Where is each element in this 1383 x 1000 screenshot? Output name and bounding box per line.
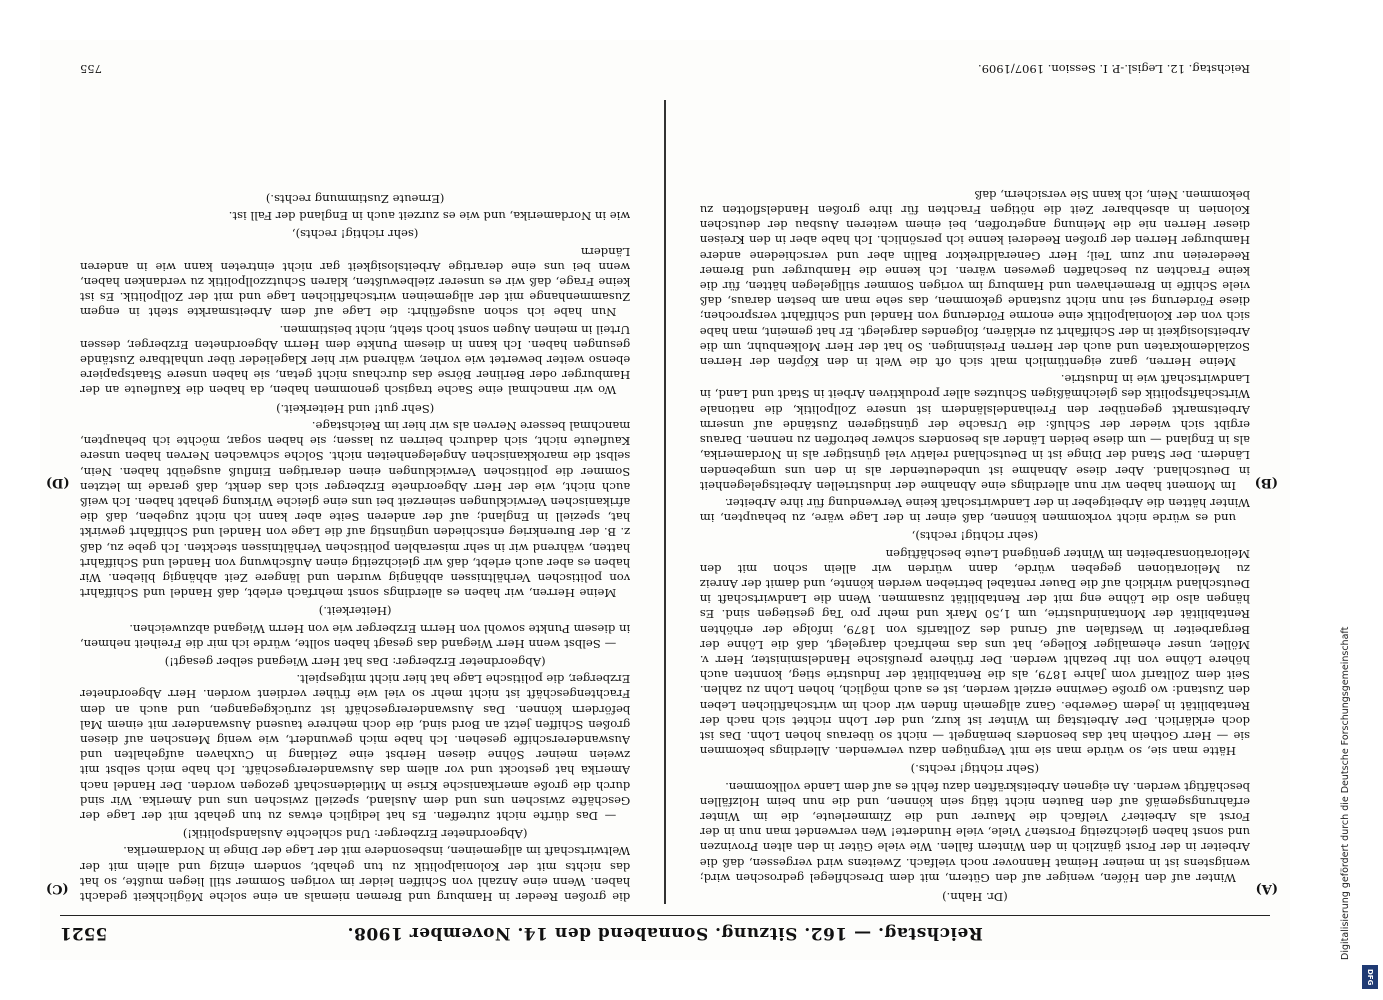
interjection: (Erneute Zustimmung rechts.) <box>265 192 445 207</box>
speaker-name: (Dr. Hahn.) <box>942 890 1008 904</box>
paragraph: und es würde nicht vorkommen können, daß einer in der Lage wäre, zu behaupten, im Winter hätten die Arbeitgeber in der Landwirtschaft keine Verwendung für ihre Arbeiter. <box>699 495 1250 526</box>
header-title: Reichstag. — 162. Sitzung. Sonnabend den 14. November 1908. <box>347 923 983 943</box>
page-footer <box>80 58 1250 80</box>
right-column <box>80 100 630 904</box>
paragraph: — Das dürfte nicht zutreffen. Es hat lediglich etwas zu tun gehabt mit der Lage der Geschäfte zwischen uns und dem Ausland, speziell zwischen uns und Amerika. Wir sind durch die große amerikanische Krise in Mitleidenschaft gezogen worden. Der Handel nach Amerika hat gestockt und vor allem das Auswanderergeschäft. Ich habe mich selbst mit zweien meiner Söhne diesen Herbst eine Zeitlang in Cuxhaven aufgehalten und Auswandererschiffe gesehen. Ich habe mich gewundert, wie wenig Menschen auf diesen großen Schiffen jetzt an Bord sind, die doch mehrere tausend Auswanderer mit einem Mal befördern können. Das Auswanderergeschäft ist zurückgegangen, und auch an dem Frachtengeschäft ist nicht mehr so viel wie früher verdient worden. Herr Abgeordneter Erzberger, die politische Lage hat hier nicht mitgespielt. <box>80 672 631 823</box>
paragraph: Wo wir manchmal eine Sache tragisch genommen haben, da haben die Kaufleute an der Hamburger oder Berliner Börse das durchaus nicht getan, sie haben unsere Staatspapiere ebenso weiter bewertet wie vorher, während wir hier Klagelieder über unhaltbare Zustände gesungen haben. Ich kann in diesem Punkte dem Herrn Abgeordneten Erzberger, dessen Urteil in meinen Augen sonst hoch steht, nicht beistimmen. <box>80 322 631 398</box>
paragraph: die großen Reeder in Hamburg und Bremen niemals an eine solche Möglichkeit gedacht haben. Wenn eine Anzahl von Schiffen leider im vorigen Sommer still liegen mußte, so hat das nichts mit der Kolonialpolitik zu tun gehabt, sondern einzig und allein mit der Weltwirtschaft im allgemeinen, insbesondere mit der Lage der Dinge in Nordamerika. <box>80 844 631 904</box>
paragraph: Hätte man sie, so würde man sie mit Vergnügen dazu verwenden. Allerdings bekommen sie — Herr Gothein hat das besonders bemängelt — nicht so überaus hohen Lohn. Das ist doch erklärlich. Der Arbeitstag im Winter ist kurz, und der Lohn richtet sich nach der Rentabilität in jedem Gewerbe. Ganz allgemein finden wir doch im wirtschaftlichen Leben den Zustand: wo große Gewinne erzielt werden, ist es auch möglich, hohen Lohn zu zahlen. Seit dem Zolltarif vom Jahre 1879, als die Rentabilität der Industrie stieg, konnten auch höhere Löhne von ihr bezahlt werden. Der frühere preußische Handelsminister, Herr v. Möller, unser ehemaliger Kollege, hat uns das mehrfach dargelegt, daß die Löhne der Bergarbeiter in Westfalen auf Grund des Zolltarifs von 1879, infolge der erhöhten Rentabilität der Montanindustrie, um 1,50 Mark und mehr pro Tag gestiegen sind. Es hängen also die Löhne eng mit der Rentabilität zusammen. Wenn die Landwirtschaft in Deutschland wirklich auf die Dauer rentabel betrieben werden könnte, und damit der Anreiz zu Meliorationen gegeben würde, dann würden wir allein schon mit den Meliorationsarbeiten im Winter genügend Leute beschäftigen <box>699 546 1250 759</box>
paragraph: Im Moment haben wir nun allerdings eine Abnahme der industriellen Arbeitsgelegenheit in Deutschland. Aber diese Abnahme ist unbedeutender als in den uns umgebenden Ländern. Der Stand der Dinge ist in Deutschland relativ viel günstiger als in Nordamerika, als in England — um diese beiden Länder als besonders schwer betroffen zu nennen. Daraus ergibt sich wieder der Schluß: die Ursache der günstigeren Zustände auf unserm Arbeitsmarkt gegenüber den Freihandelsländern ist unsere Zollpolitik, die nationale Wirtschaftspolitik des gleichmäßigen Schutzes aller produktiven Arbeit in Stadt und Land, in Landwirtschaft wie in Industrie. <box>699 372 1250 493</box>
margin-letter-c: (C) <box>46 881 69 896</box>
interjection: (Heiterkeit.) <box>318 604 392 619</box>
footer-session: Reichstag. 12. Legisl.-P. I. Session. 1907/1909. <box>977 62 1250 76</box>
text-columns <box>80 100 1250 904</box>
column-divider <box>664 100 666 904</box>
page-header <box>60 915 1270 950</box>
paragraph: Meine Herren, wir haben es allerdings sonst mehrfach erlebt, daß Handel und Schiffahrt von politischen Verhältnissen abhängig wurden und längere Zeit abhängig blieben. Wir haben es aber auch erlebt, daß wir gleichzeitig einen Aufschwung von Handel und Schiffahrt hatten, während wir in sehr miserablen politischen Verhältnissen steckten. Ich gebe zu, daß z. B. der Burenkrieg entschieden ungünstig auf die Lage von Handel und Schiffahrt gewirkt hat, speziell in England; auf der anderen Seite aber kann ich nicht zugeben, daß die afrikanischen Verwicklungen seinerzeit bei uns eine gleiche Wirkung gehabt haben. Ich weiß auch nicht, wie der Herr Abgeordnete Erzberger sich das denkt, daß gerade im letzten Sommer die politischen Verwicklungen einen derartigen Einfluß ausgeübt haben. Nein, selbst die marokkanischen Angelegenheiten nicht. Solche schwachen Nerven haben unsere Kaufleute nicht, sich dadurch beirren zu lassen; sie haben sogar, möchte ich behaupten, manchmal bessere Nerven als wir hier im Reichstage. <box>80 418 631 601</box>
digitization-note: Digitalisierung gefördert durch die Deutsche Forschungsgemeinschaft <box>1340 626 1351 960</box>
margin-letter-a: (A) <box>1255 881 1278 896</box>
interjection: (Sehr gut! und Heiterkeit.) <box>276 401 435 416</box>
page-number: 5521 <box>60 923 108 943</box>
margin-letter-d: (D) <box>46 475 70 490</box>
margin-letter-b: (B) <box>1254 475 1278 490</box>
interjection: (sehr richtig! rechts), <box>911 529 1039 544</box>
interjection: (Abgeordneter Erzberger: Und schlechte Auslandspolitik!) <box>182 827 528 842</box>
scanned-page <box>40 40 1290 960</box>
interjection: (Sehr richtig! rechts.) <box>910 762 1040 777</box>
footer-folio: 755 <box>80 62 102 76</box>
paragraph: wie in Nordamerika, und wie es zurzeit auch in England der Fall ist. <box>228 209 631 224</box>
interjection: (Abgeordneter Erzberger: Das hat Herr Wiegand selber gesagt!) <box>164 654 546 669</box>
paragraph: Winter auf den Höfen, weniger auf den Gütern, mit dem Dreschflegel gedroschen wird; wenigstens ist in meiner Heimat Hannover noch vielfach. Zweitens wird vergessen, daß die Arbeiter in der Forst gänzlich in den Wintern fallen. Wie viele Güter in den alten Provinzen und sonst haben gleichzeitig Forsten? Viele, viele Hunderte! Wen verwendet man nun in der Forst als Arbeiter? Vielfach die Maurer und die Zimmerleute, die im Winter erfahrungsgemäß auf den Bauten nicht tätig sein können, und die nun beim Holzfällen beschäftigt werden. An eigenen Arbeitskräften dazu fehlt es auf dem Lande vollkommen. <box>699 779 1250 885</box>
dfg-logo-badge: DFG <box>1362 965 1378 989</box>
paragraph: Nun habe ich schon ausgeführt: die Lage auf dem Arbeitsmarkte steht in engem Zusammenhange mit der allgemeinen wirtschaftlichen Lage und mit der Zollpolitik. Es ist keine Frage, daß wir es unserer zielbewußten, klaren Schutzzollpolitik zu verdanken haben, wenn bei uns eine derartige Arbeitslosigkeit gar nicht eintreten kann wie in anderen Ländern <box>80 244 631 320</box>
interjection: (sehr richtig! rechts), <box>291 227 419 242</box>
paragraph: — Selbst wenn Herr Wiegand das gesagt haben sollte, würde ich mir die Freiheit nehmen, in diesem Punkte sowohl von Herrn Erzberger wie von Herrn Wiegand abzuweichen. <box>80 621 631 651</box>
left-column <box>700 100 1250 904</box>
paragraph: Meine Herren, ganz eigentümlich malt sich oft die Welt in den Köpfen der Herren Sozialdemokraten und auch der Herren Freisinnigen. So hat der Herr Molkenbuhr, um die Arbeitslosigkeit in der Schiffahrt zu erklären, folgendes dargelegt. Er hat gemeint, man habe sich von der Kolonialpolitik eine enorme Förderung von Handel und Schiffahrt versprochen; diese Förderung sei nun nicht zustande gekommen, das sehe man am besten daraus, daß viele Schiffe in Bremerhaven und Hamburg im vorigen Sommer stillgelegen hätten, für die keine Frachten zu beschaffen gewesen wären. Ich kenne die Hamburger und Bremer Reedereien nur zum Teil; Herr Generaldirektor Ballin aber und verschiedene andere Hamburger Herren der großen Reederei kenne ich persönlich. Ich habe aber in den Kreisen dieser Herren nie die Meinung angetroffen, bei einem weiteren Ausbau der deutschen Kolonien in absehbarer Zeit die nötigen Frachten für ihre großen Handelsflotten zu bekommen. Nein, ich kann Sie versichern, daß <box>699 187 1250 370</box>
